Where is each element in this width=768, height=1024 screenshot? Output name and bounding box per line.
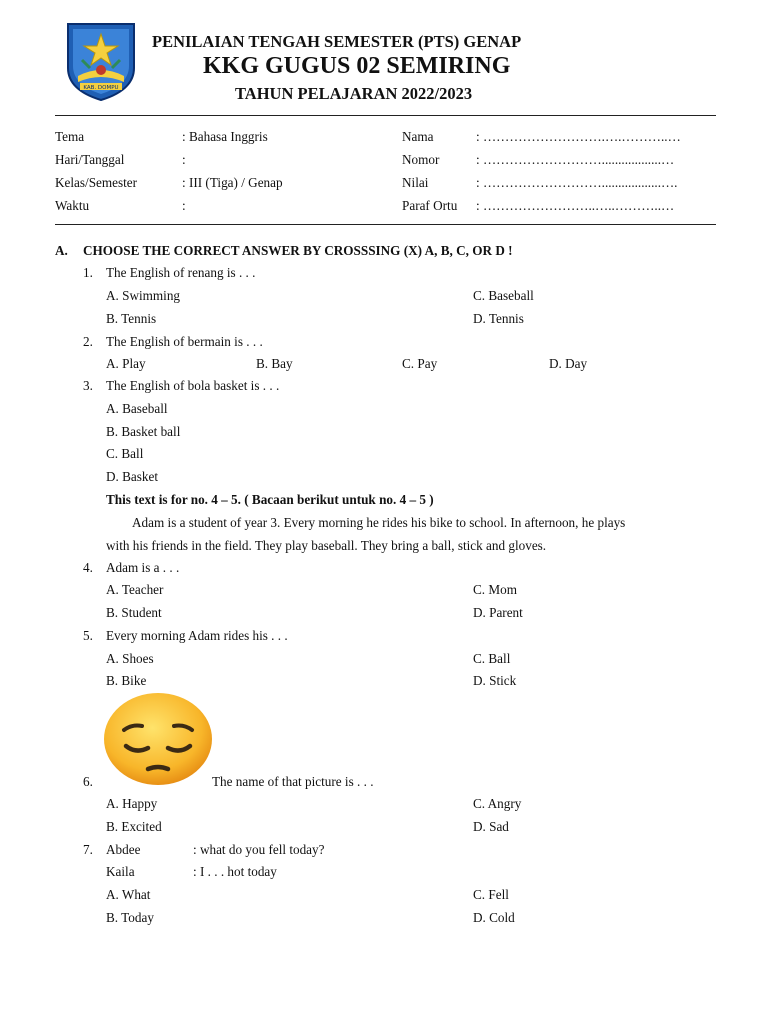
info-label-time: Waktu xyxy=(55,198,90,213)
question-number: 7. xyxy=(83,842,93,857)
answer-option[interactable]: D. Day xyxy=(549,356,588,371)
info-label-score: Nilai xyxy=(402,175,429,190)
question-text: The name of that picture is . . . xyxy=(212,774,374,789)
academic-year: TAHUN PELAJARAN 2022/2023 xyxy=(235,84,473,103)
regency-emblem-logo xyxy=(64,20,138,102)
dialogue-line: : I . . . hot today xyxy=(193,864,277,879)
svg-text:KAB. DOMPU: KAB. DOMPU xyxy=(83,85,119,91)
info-label-name: Nama xyxy=(402,129,434,144)
answer-option[interactable]: B. Student xyxy=(106,605,162,620)
info-label-parent-sign: Paraf Ortu xyxy=(402,198,458,213)
info-value-time: : xyxy=(182,198,186,213)
question-number: 1. xyxy=(83,265,93,280)
info-divider xyxy=(55,224,716,225)
question-number: 4. xyxy=(83,560,93,575)
answer-option[interactable]: A. Shoes xyxy=(106,651,154,666)
info-label-tema: Tema xyxy=(55,129,85,144)
exam-title: PENILAIAN TENGAH SEMESTER (PTS) GENAP xyxy=(152,32,522,51)
question-text: The English of bola basket is . . . xyxy=(106,378,280,393)
answer-option[interactable]: C. Ball xyxy=(473,651,511,666)
answer-option[interactable]: D. Cold xyxy=(473,910,515,925)
answer-option[interactable]: B. Excited xyxy=(106,819,162,834)
answer-option[interactable]: A. Teacher xyxy=(106,582,164,597)
info-label-number: Nomor xyxy=(402,152,440,167)
answer-option[interactable]: B. Today xyxy=(106,910,154,925)
answer-option[interactable]: C. Pay xyxy=(402,356,438,371)
info-label-class: Kelas/Semester xyxy=(55,175,138,190)
school-cluster-title: KKG GUGUS 02 SEMIRING xyxy=(203,53,511,79)
answer-option[interactable]: C. Ball xyxy=(106,446,144,461)
section-letter: A. xyxy=(55,243,68,258)
answer-option[interactable]: B. Bay xyxy=(256,356,293,371)
header-divider xyxy=(55,115,716,116)
section-instruction: CHOOSE THE CORRECT ANSWER BY CROSSSING (X) A, B, C, OR D ! xyxy=(83,243,513,258)
answer-option[interactable]: D. Stick xyxy=(473,673,517,688)
question-number: 5. xyxy=(83,628,93,643)
question-number: 2. xyxy=(83,334,93,349)
reading-text-line: Adam is a student of year 3. Every morning he rides his bike to school. In afternoon, he plays xyxy=(132,515,626,530)
answer-option[interactable]: C. Baseball xyxy=(473,288,534,303)
pensive-face-emoji-icon xyxy=(102,692,214,786)
dialogue-speaker: Abdee xyxy=(106,842,141,857)
parent-signature-field[interactable]: : ……………………..…..………..… xyxy=(476,198,675,213)
answer-option[interactable]: D. Sad xyxy=(473,819,509,834)
dialogue-line: : what do you fell today? xyxy=(193,842,325,857)
answer-option[interactable]: C. Mom xyxy=(473,582,517,597)
answer-option[interactable]: A. Play xyxy=(106,356,146,371)
question-number: 3. xyxy=(83,378,93,393)
answer-option[interactable]: A. Baseball xyxy=(106,401,168,416)
answer-option[interactable]: A. Swimming xyxy=(106,288,181,303)
reading-heading: This text is for no. 4 – 5. ( Bacaan berikut untuk no. 4 – 5 ) xyxy=(106,492,434,507)
answer-option[interactable]: A. Happy xyxy=(106,796,158,811)
name-field[interactable]: : ……………………….….………..… xyxy=(476,129,681,144)
answer-option[interactable]: D. Parent xyxy=(473,605,523,620)
info-label-date: Hari/Tanggal xyxy=(55,152,125,167)
answer-option[interactable]: B. Bike xyxy=(106,673,147,688)
reading-text-line: with his friends in the field. They play baseball. They bring a ball, stick and gloves. xyxy=(106,538,547,553)
dialogue-speaker: Kaila xyxy=(106,864,135,879)
question-text: The English of bermain is . . . xyxy=(106,334,263,349)
answer-option[interactable]: B. Basket ball xyxy=(106,424,181,439)
answer-option[interactable]: B. Tennis xyxy=(106,311,157,326)
question-text: Adam is a . . . xyxy=(106,560,180,575)
score-field[interactable]: : ………………………..................…. xyxy=(476,175,678,190)
answer-option[interactable]: C. Fell xyxy=(473,887,509,902)
answer-option[interactable]: D. Basket xyxy=(106,469,159,484)
info-value-tema: : Bahasa Inggris xyxy=(182,129,268,144)
answer-option[interactable]: A. What xyxy=(106,887,151,902)
question-number: 6. xyxy=(83,774,93,789)
question-text: Every morning Adam rides his . . . xyxy=(106,628,288,643)
info-value-class: : III (Tiga) / Genap xyxy=(182,175,283,190)
answer-option[interactable]: D. Tennis xyxy=(473,311,524,326)
info-value-date: : xyxy=(182,152,186,167)
question-text: The English of renang is . . . xyxy=(106,265,256,280)
number-field[interactable]: : ………………………..................… xyxy=(476,152,675,167)
answer-option[interactable]: C. Angry xyxy=(473,796,522,811)
